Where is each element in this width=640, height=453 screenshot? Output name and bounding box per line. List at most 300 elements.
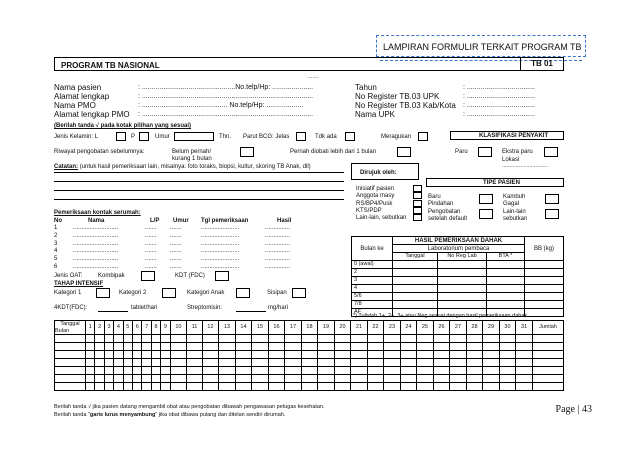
calendar-cell[interactable] [86,359,95,367]
calendar-cell[interactable] [516,383,533,391]
calendar-cell[interactable] [450,359,467,367]
kontak-hasil[interactable]: ............... [265,232,291,239]
field-nama-pasien[interactable]: : ................................................No.telp/Hp: ..................... [138,84,314,91]
calendar-cell[interactable] [384,335,401,343]
calendar-cell[interactable] [114,343,123,351]
kontak-lp[interactable]: ....... [145,248,157,255]
calendar-cell[interactable] [334,367,351,375]
calendar-cell[interactable] [202,375,219,383]
calendar-cell[interactable] [55,367,86,375]
calendar-cell[interactable] [285,375,302,383]
calendar-cell[interactable] [466,375,483,383]
calendar-cell[interactable] [151,343,160,351]
calendar-cell[interactable] [123,367,132,375]
calendar-cell[interactable] [499,375,516,383]
hasil-bta-cell[interactable] [487,301,525,309]
calendar-cell[interactable] [367,343,384,351]
kontak-hasil[interactable]: ............... [265,248,291,255]
calendar-cell[interactable] [133,335,142,343]
kontak-hasil[interactable]: ............... [265,256,291,263]
calendar-cell[interactable] [151,367,160,375]
hasil-tanggal-cell[interactable] [393,293,438,301]
calendar-cell[interactable] [318,343,335,351]
calendar-cell[interactable] [95,367,104,375]
calendar-cell[interactable] [268,343,285,351]
calendar-cell[interactable] [133,351,142,359]
calendar-cell[interactable] [170,359,187,367]
calendar-cell[interactable] [483,335,500,343]
calendar-cell[interactable] [483,375,500,383]
calendar-cell[interactable] [161,367,170,375]
checkbox-meragukan[interactable] [418,132,428,141]
field-alamat[interactable]: : ........................................................................................ [138,93,314,100]
hasil-bb-cell[interactable] [525,309,564,317]
calendar-cell[interactable] [450,335,467,343]
calendar-cell[interactable] [384,367,401,375]
calendar-cell[interactable] [55,351,86,359]
calendar-cell[interactable] [187,351,203,359]
calendar-cell[interactable] [151,351,160,359]
calendar-cell[interactable] [318,367,335,375]
checkbox-belum-pernah[interactable] [240,147,254,157]
calendar-cell[interactable] [334,351,351,359]
calendar-cell[interactable] [123,383,132,391]
checkbox-ekstra-paru[interactable] [544,147,558,157]
calendar-cell[interactable] [384,375,401,383]
tipe-pasien-checkbox[interactable] [479,209,493,219]
kontak-umur[interactable]: ....... [170,240,182,247]
calendar-cell[interactable] [318,375,335,383]
hasil-noreg-cell[interactable] [438,293,487,301]
calendar-cell[interactable] [219,383,236,391]
calendar-cell[interactable] [499,367,516,375]
rujukan-checkbox[interactable] [413,192,422,199]
calendar-cell[interactable] [533,383,564,391]
calendar-cell[interactable] [142,343,151,351]
hasil-tanggal-cell[interactable] [393,261,438,269]
calendar-cell[interactable] [466,359,483,367]
calendar-cell[interactable] [95,359,104,367]
calendar-cell[interactable] [95,383,104,391]
calendar-cell[interactable] [252,375,269,383]
calendar-cell[interactable] [219,367,236,375]
kontak-lp[interactable]: ....... [145,225,157,231]
calendar-cell[interactable] [55,335,86,343]
calendar-cell[interactable] [533,343,564,351]
calendar-cell[interactable] [301,335,318,343]
calendar-cell[interactable] [187,367,203,375]
calendar-cell[interactable] [466,343,483,351]
calendar-cell[interactable] [235,367,252,375]
kontak-tgl[interactable]: ....................... [201,264,240,270]
calendar-cell[interactable] [104,335,113,343]
hasil-bb-cell[interactable] [525,261,564,269]
rujukan-checkbox[interactable] [413,214,422,221]
calendar-cell[interactable] [516,351,533,359]
tipe-pasien-checkbox[interactable] [479,194,493,204]
calendar-cell[interactable] [123,343,132,351]
checkbox-kategori-2[interactable] [162,288,176,298]
calendar-cell[interactable] [433,343,450,351]
calendar-cell[interactable] [123,359,132,367]
kontak-umur[interactable]: ....... [170,264,182,270]
calendar-cell[interactable] [114,359,123,367]
calendar-cell[interactable] [187,335,203,343]
calendar-cell[interactable] [86,343,95,351]
calendar-cell[interactable] [104,359,113,367]
calendar-cell[interactable] [400,367,417,375]
calendar-cell[interactable] [483,343,500,351]
hasil-tanggal-cell[interactable] [393,277,438,285]
calendar-cell[interactable] [400,335,417,343]
calendar-cell[interactable] [285,351,302,359]
hasil-tanggal-cell[interactable] [393,285,438,293]
calendar-cell[interactable] [301,375,318,383]
calendar-cell[interactable] [450,351,467,359]
hasil-bta-cell[interactable] [487,261,525,269]
input-streptomisin[interactable] [236,311,266,312]
calendar-cell[interactable] [433,351,450,359]
calendar-cell[interactable] [170,335,187,343]
calendar-cell[interactable] [450,343,467,351]
calendar-cell[interactable] [499,351,516,359]
calendar-cell[interactable] [351,375,368,383]
hasil-bb-cell[interactable] [525,277,564,285]
kontak-lp[interactable]: ....... [145,256,157,263]
calendar-cell[interactable] [533,351,564,359]
kontak-nama[interactable]: ........................... [73,232,119,239]
calendar-cell[interactable] [367,383,384,391]
calendar-cell[interactable] [334,343,351,351]
checkbox-kdt[interactable] [215,271,229,281]
calendar-cell[interactable] [351,383,368,391]
hasil-bta-cell[interactable] [487,277,525,285]
calendar-cell[interactable] [268,351,285,359]
kontak-tgl[interactable]: ....................... [201,248,240,255]
hasil-bta-cell[interactable] [487,293,525,301]
calendar-cell[interactable] [516,343,533,351]
calendar-cell[interactable] [417,335,434,343]
calendar-cell[interactable] [268,335,285,343]
calendar-cell[interactable] [318,383,335,391]
calendar-cell[interactable] [367,335,384,343]
calendar-cell[interactable] [123,335,132,343]
calendar-cell[interactable] [499,343,516,351]
calendar-cell[interactable] [202,351,219,359]
calendar-cell[interactable] [235,335,252,343]
checkbox-p[interactable] [139,132,149,141]
calendar-cell[interactable] [55,359,86,367]
calendar-cell[interactable] [433,375,450,383]
hasil-bb-cell[interactable] [525,293,564,301]
kontak-hasil[interactable]: ............... [265,240,291,247]
checkbox-kategori-anak[interactable] [236,288,250,298]
calendar-cell[interactable] [533,375,564,383]
calendar-cell[interactable] [450,367,467,375]
calendar-cell[interactable] [114,335,123,343]
calendar-cell[interactable] [351,343,368,351]
input-4kdt[interactable] [98,311,128,312]
calendar-cell[interactable] [142,383,151,391]
checkbox-kombipak[interactable] [141,271,155,281]
calendar-cell[interactable] [187,343,203,351]
calendar-cell[interactable] [161,383,170,391]
calendar-cell[interactable] [161,359,170,367]
calendar-cell[interactable] [235,351,252,359]
calendar-cell[interactable] [142,359,151,367]
calendar-cell[interactable] [219,343,236,351]
field-nama-pmo[interactable]: : ............................................ No.telp/Hp: ................... [138,102,304,109]
calendar-cell[interactable] [133,343,142,351]
kontak-hasil[interactable]: ............... [265,264,291,270]
calendar-cell[interactable] [499,335,516,343]
calendar-cell[interactable] [104,351,113,359]
calendar-cell[interactable] [285,359,302,367]
calendar-cell[interactable] [202,367,219,375]
calendar-cell[interactable] [235,383,252,391]
kontak-tgl[interactable]: ....................... [201,240,240,247]
calendar-cell[interactable] [161,335,170,343]
calendar-cell[interactable] [133,383,142,391]
calendar-cell[interactable] [86,351,95,359]
kontak-hasil[interactable]: ............... [265,225,291,231]
kontak-umur[interactable]: ....... [170,256,182,263]
calendar-cell[interactable] [384,383,401,391]
calendar-cell[interactable] [334,359,351,367]
calendar-cell[interactable] [318,335,335,343]
kontak-tgl[interactable]: ....................... [201,256,240,263]
calendar-cell[interactable] [123,351,132,359]
calendar-cell[interactable] [318,359,335,367]
checkbox-tdk-ada[interactable] [345,132,355,141]
kontak-lp[interactable]: ....... [145,240,157,247]
calendar-cell[interactable] [334,335,351,343]
calendar-cell[interactable] [516,359,533,367]
calendar-cell[interactable] [367,375,384,383]
calendar-cell[interactable] [95,351,104,359]
hasil-tanggal-cell[interactable] [393,301,438,309]
calendar-cell[interactable] [252,335,269,343]
calendar-cell[interactable] [400,359,417,367]
calendar-cell[interactable] [334,383,351,391]
calendar-cell[interactable] [235,359,252,367]
calendar-cell[interactable] [202,359,219,367]
calendar-cell[interactable] [170,343,187,351]
calendar-cell[interactable] [516,375,533,383]
hasil-noreg-cell[interactable] [438,269,487,277]
hasil-bb-cell[interactable] [525,301,564,309]
calendar-cell[interactable] [252,343,269,351]
hasil-bb-cell[interactable] [525,269,564,277]
calendar-cell[interactable] [268,359,285,367]
kontak-lp[interactable]: ....... [145,232,157,239]
calendar-cell[interactable] [301,343,318,351]
calendar-cell[interactable] [252,359,269,367]
calendar-cell[interactable] [142,375,151,383]
calendar-cell[interactable] [433,335,450,343]
calendar-cell[interactable] [450,375,467,383]
calendar-cell[interactable] [351,335,368,343]
calendar-cell[interactable] [252,367,269,375]
calendar-cell[interactable] [367,367,384,375]
calendar-cell[interactable] [104,383,113,391]
hasil-noreg-cell[interactable] [438,301,487,309]
calendar-cell[interactable] [351,367,368,375]
calendar-cell[interactable] [301,359,318,367]
kontak-nama[interactable]: ........................... [73,256,119,263]
calendar-cell[interactable] [466,335,483,343]
calendar-cell[interactable] [170,351,187,359]
calendar-cell[interactable] [161,351,170,359]
kontak-tgl[interactable]: ....................... [201,232,240,239]
calendar-cell[interactable] [151,335,160,343]
calendar-cell[interactable] [268,367,285,375]
calendar-cell[interactable] [367,351,384,359]
kontak-lp[interactable]: ....... [145,264,157,270]
calendar-cell[interactable] [384,351,401,359]
kontak-nama[interactable]: ........................... [73,264,119,270]
hasil-noreg-cell[interactable] [438,277,487,285]
calendar-cell[interactable] [142,351,151,359]
kontak-nama[interactable]: ........................... [73,240,119,247]
field-nama-upk[interactable]: : ................................... [463,111,535,118]
calendar-cell[interactable] [133,367,142,375]
calendar-cell[interactable] [533,367,564,375]
calendar-cell[interactable] [334,375,351,383]
calendar-cell[interactable] [285,383,302,391]
calendar-cell[interactable] [55,375,86,383]
calendar-cell[interactable] [151,383,160,391]
hasil-bta-cell[interactable] [487,285,525,293]
calendar-cell[interactable] [151,359,160,367]
calendar-cell[interactable] [318,351,335,359]
calendar-cell[interactable] [400,383,417,391]
calendar-cell[interactable] [466,383,483,391]
calendar-cell[interactable] [450,383,467,391]
calendar-cell[interactable] [235,375,252,383]
checkbox-sisipan[interactable] [292,288,306,298]
calendar-cell[interactable] [104,343,113,351]
calendar-cell[interactable] [268,375,285,383]
calendar-cell[interactable] [384,359,401,367]
calendar-cell[interactable] [202,335,219,343]
calendar-cell[interactable] [483,367,500,375]
calendar-cell[interactable] [367,359,384,367]
calendar-cell[interactable] [483,359,500,367]
calendar-cell[interactable] [187,383,203,391]
calendar-cell[interactable] [55,343,86,351]
calendar-cell[interactable] [219,351,236,359]
calendar-cell[interactable] [268,383,285,391]
calendar-cell[interactable] [400,343,417,351]
calendar-cell[interactable] [161,343,170,351]
checkbox-parut-jelas[interactable] [296,132,306,141]
calendar-cell[interactable] [133,375,142,383]
calendar-cell[interactable] [483,351,500,359]
hasil-bb-cell[interactable] [525,285,564,293]
checkbox-paru[interactable] [478,147,492,157]
input-umur[interactable] [174,132,214,141]
hasil-noreg-cell[interactable] [438,285,487,293]
calendar-cell[interactable] [466,367,483,375]
kontak-umur[interactable]: ....... [170,225,182,231]
calendar-cell[interactable] [219,375,236,383]
calendar-cell[interactable] [95,375,104,383]
calendar-cell[interactable] [433,383,450,391]
calendar-cell[interactable] [400,351,417,359]
calendar-cell[interactable] [187,375,203,383]
calendar-cell[interactable] [417,343,434,351]
hasil-tanggal-cell[interactable] [393,269,438,277]
rujukan-checkbox[interactable] [413,185,422,192]
calendar-cell[interactable] [285,367,302,375]
calendar-cell[interactable] [499,383,516,391]
calendar-cell[interactable] [252,383,269,391]
calendar-cell[interactable] [417,359,434,367]
calendar-cell[interactable] [417,351,434,359]
calendar-cell[interactable] [417,375,434,383]
calendar-cell[interactable] [104,367,113,375]
calendar-cell[interactable] [384,343,401,351]
calendar-cell[interactable] [219,359,236,367]
calendar-cell[interactable] [301,367,318,375]
rujukan-checkbox[interactable] [413,207,422,214]
calendar-cell[interactable] [187,359,203,367]
calendar-cell[interactable] [516,367,533,375]
field-no-reg-kab[interactable]: : ................................... [463,102,535,109]
calendar-cell[interactable] [417,367,434,375]
kontak-tgl[interactable]: ....................... [201,225,240,231]
calendar-cell[interactable] [351,351,368,359]
calendar-cell[interactable] [301,383,318,391]
calendar-cell[interactable] [466,351,483,359]
calendar-cell[interactable] [533,335,564,343]
calendar-cell[interactable] [114,351,123,359]
calendar-cell[interactable] [170,367,187,375]
calendar-cell[interactable] [483,383,500,391]
calendar-cell[interactable] [161,375,170,383]
calendar-cell[interactable] [114,383,123,391]
kontak-umur[interactable]: ....... [170,248,182,255]
calendar-cell[interactable] [114,375,123,383]
calendar-cell[interactable] [301,351,318,359]
calendar-cell[interactable] [104,375,113,383]
calendar-cell[interactable] [351,359,368,367]
kontak-nama[interactable]: ........................... [73,248,119,255]
calendar-cell[interactable] [285,335,302,343]
field-no-reg-upk[interactable]: : ................................... [463,93,535,100]
calendar-cell[interactable] [123,375,132,383]
calendar-cell[interactable] [133,359,142,367]
field-alamat-pmo[interactable]: : ........................................................................................ [138,111,314,118]
calendar-cell[interactable] [202,343,219,351]
calendar-cell[interactable] [499,359,516,367]
checkbox-l[interactable] [116,132,126,141]
calendar-cell[interactable] [516,335,533,343]
calendar-cell[interactable] [252,351,269,359]
calendar-cell[interactable] [433,367,450,375]
rujukan-checkbox[interactable] [413,200,422,207]
calendar-cell[interactable] [533,359,564,367]
calendar-cell[interactable] [400,375,417,383]
kontak-nama[interactable]: ........................... [73,225,119,231]
calendar-cell[interactable] [86,375,95,383]
checkbox-pernah-diobati[interactable] [397,147,411,157]
calendar-cell[interactable] [55,383,86,391]
calendar-cell[interactable] [202,383,219,391]
calendar-cell[interactable] [285,343,302,351]
checkbox-kategori-1[interactable] [96,288,110,298]
